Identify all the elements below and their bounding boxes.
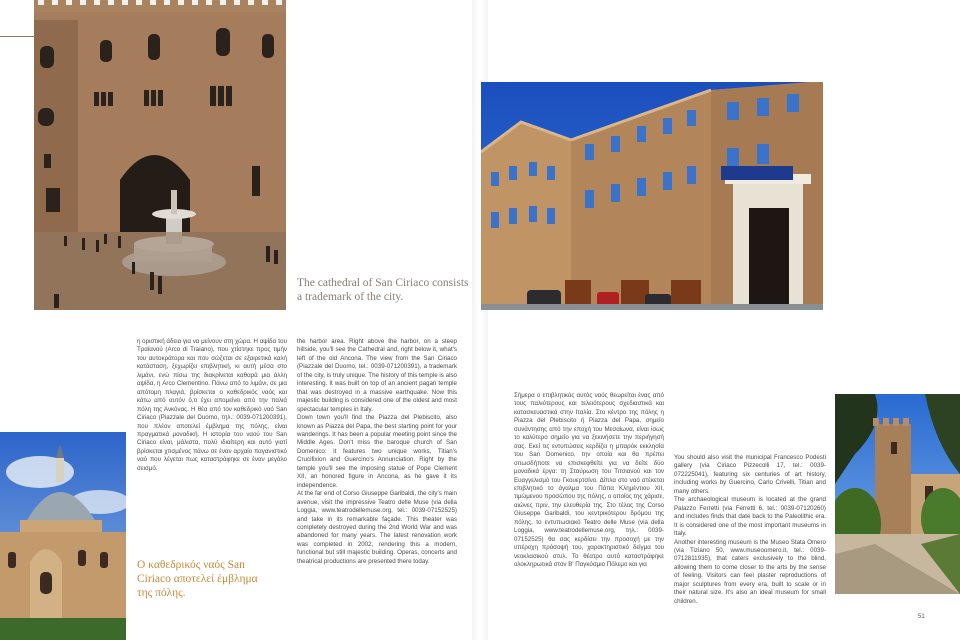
english-paragraph-archaeological: The archaeological museum is located at the grand Palazzo Ferretti (via Ferretti 6, tel.: 0039-07120260) and includes finds that date back to the Paleolithic era. It is considered one of the most important museums in Italy. — [674, 496, 826, 538]
greek-text-column-2 — [514, 392, 664, 570]
greek-caption: Ο καθεδρικός ναός San Ciriaco αποτελεί έμβλημα της πόλης. — [137, 559, 258, 599]
greek-text-column-1 — [137, 338, 287, 473]
cathedral-caption: The cathedral of San Ciriaco consists a trademark of the city. — [297, 277, 469, 303]
page-number: 51 — [918, 614, 925, 620]
cathedral-dome-photo — [0, 432, 126, 640]
english-text-column-2 — [674, 454, 826, 606]
tower-garden-photo — [835, 394, 960, 594]
english-paragraph-gallery: You should also visit the municipal Francesco Podesti gallery (via Ciriaco Pizzecolli 17, tel.: 0039-072225041), featuring six centuries of art history, including works by Guercino, Carlo Crivelli, Titian and many others. — [674, 454, 826, 495]
english-paragraph-museo-omero: Another interesting museum is the Museo Stata Omero (via Tiziano 50, www.museoomero.it, tel.: 0039-0712811935), that caters exclusively to the blind, allowing them to come closer to the arts by the sense of feeling. Visitors can feel plaster reproductions of major sculptures from every era, built to scale or in their natural size. It's also an ideal museum for small children. — [674, 538, 826, 605]
english-paragraph-plebiscito: Down town you'll find the Piazza del Plebiscito, also known as Piazza del Papa, the best starting point for your wanderings. It has been a popular meeting point since the Middle Ages. Don't miss the baroque church of San Domenico: it features two unique works, Titian's Crucifixion and Guercino's Annunciation. Right by the temple you'll see the imposing statue of Pope Clement XII, an honored figure in Ancona, as he gave it its independence. — [297, 414, 457, 489]
english-paragraph-harbor: the harbor area. Right above the harbor, on a steep hillside, you'll see the Cathedral and, right below it, what's left of the old Ancona. The view from the San Ciriaco (Piazzale del Duomo, tel.: 0039-071200391), a trademark of the city, is truly unique. The history of this temple is also interesting. It was built on top of an ancient pagan temple that was destroyed in a massive earthquake. Now this majestic building is considered one of the oldest and most spectacular temples in Italy. — [297, 338, 457, 413]
piazza-fountain-photo — [34, 0, 286, 310]
greek-paragraph: η οριστική άδεια για να μείνουν στη χώρα. Η αψίδα του Τραϊανού (Arco di Traiano), που χτίστηκε προς τιμήν του αυτοκράτορα και που σώζεται σε εξαιρετικά καλή κατάσταση, ξεχωρίζει επιβλητική, κι αυτή μέσα στο λιμάνι, ενώ πίσω της διακρίνεται καθαρά μια άλλη αψίδα, η Arco Clementino. Πάνω από το λιμάνι, σε μια απότομη πλαγιά, βρίσκεται ο καθεδρικός ναός και κάτω από αυτόν ό,τι έχει απομείνει από την παλιά πόλη της Ανκόνας. Η θέα από τον καθεδρικό ναό San Ciriaco (Piazzale del Duomo, τηλ.: 0039-071200391), που πλέον αποτελεί έμβλημα της πόλης, είναι πραγματικά μοναδική. Η ιστορία του ναού του San Ciriaco είναι, μάλιστα, πολύ ιδιαίτερη και αυτό γιατί βρίσκεται χτισμένος πάνω σε έναν αρχαίο παγανιστικό ναό που λέγεται πως καταστράφηκε σε έναν μεγάλο σεισμό. — [137, 338, 287, 472]
palazzo-facade-photo — [481, 82, 823, 310]
english-paragraph-teatro: At the far end of Corso Giuseppe Garibaldi, the city's main avenue, visit the impressive Teatro delle Muse (via della Loggia, www.teatrodellemuse.org, tel.: 0039-07152525) and take in its remarkable façade. This theater was completely destroyed during the 2nd World War and was abandoned for many years. The latest renovation work was completed in 2002, rendering this a modern, functional but still majestic building. Operas, concerts and theatrical productions are presented there today. — [297, 490, 457, 565]
section-rule — [0, 36, 34, 37]
english-text-column-1 — [297, 338, 457, 566]
greek-paragraph-2: Σήμερα ο επιβλητικός αυτός ναός θεωρείται ένας από τους παλιότερους και τελειότερους σχεδιαστικά και κατασκευαστικά στην Ιταλία. Στο κέντρο της πόλης η Piazza del Plebiscito ή Piazza del Papa, σημείο συνάντησης από την εποχή του Μεσαίωνα, είναι ίσως το καλύτερο σημείο για να ξεκινήσετε την περιήγησή σας. Εκεί τις εντυπώσεις κερδίζει η μπαρόκ εκκλησία του San Domenico, την οποία και θα πρέπει οπωσδήποτε να επισκεφθείτε για να δείτε δύο μοναδικά έργα: τη Σταύρωση του Τιτσιανού και τον Ευαγγελισμό του Γκουερτσίνο. Δίπλα στο ναό στέκεται επιβλητικό το άγαλμα του Πάπα Κλημέντιου XII, τιμώμενου προσώπου της πόλης, ο οποίος της χάρισε, αιώνες πριν, την ελευθερία της. Στο τέλος της Corso Giuseppe Garibaldi, του κεντρικότερου δρόμου της πόλης, το εντυπωσιακό Teatro delle Muse (via della Loggia, www.teatrodellemuse.org, τηλ.: 0039-07152525) θα σας κερδίσει την προσοχή με την υπέροχη πρόσοψή του, χαρακτηριστικό δείγμα του νεοκλασικού στυλ. Το θέατρο αυτό καταστράφηκε ολοκληρωτικά στον Β' Παγκόσμιο Πόλεμο και για — [514, 392, 664, 569]
